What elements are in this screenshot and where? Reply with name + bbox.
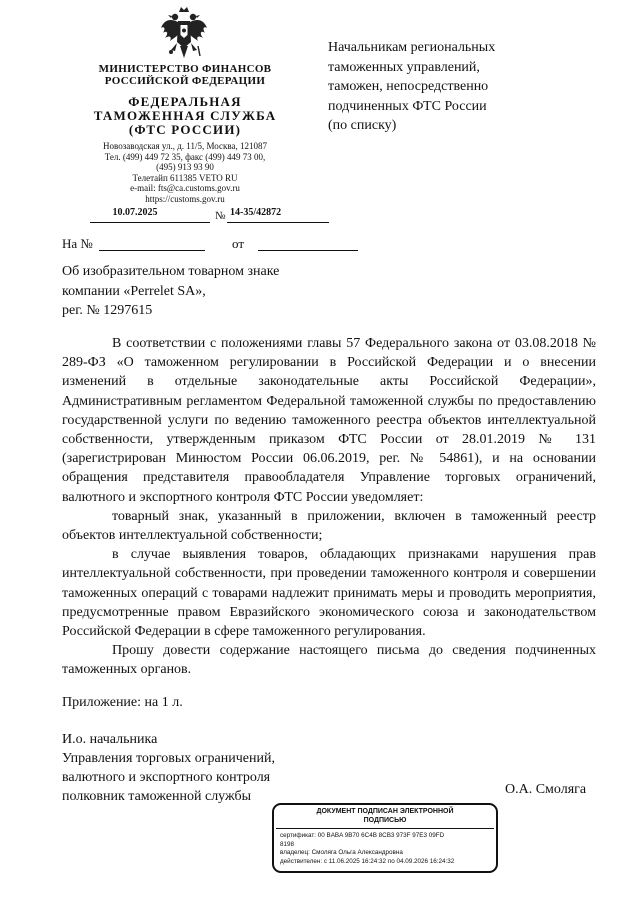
letter-number: 14-35/42872 xyxy=(230,207,282,218)
number-sign: № xyxy=(215,210,226,222)
subject-line: компании «Perrelet SA», xyxy=(62,283,206,299)
contact-address-block xyxy=(62,141,308,204)
coat-of-arms-emblem xyxy=(158,6,210,64)
signer-name: О.А. Смоляга xyxy=(505,782,587,797)
stamp-title xyxy=(280,808,490,825)
body-paragraph: Прошу довести содержание настоящего письма до сведения подчиненных таможенных органов. xyxy=(62,643,596,678)
stamp-validity: действителен: с 11.06.2025 16:24:32 по 04.09.2026 16:24:32 xyxy=(280,857,455,865)
teletype-line: Телетайп 611385 VETO RU xyxy=(132,172,238,183)
reference-label: На № xyxy=(62,236,93,251)
stamp-divider xyxy=(276,828,494,829)
attachment-note: Приложение: на 1 л. xyxy=(62,695,183,710)
phone-line-2: (495) 913 93 90 xyxy=(156,162,214,172)
service-line-3: (ФТС РОССИИ) xyxy=(128,122,242,137)
address-line: Новозаводская ул., д. 11/5, Москва, 121087 xyxy=(103,141,267,151)
ministry-line-2: РОССИЙСКОЙ ФЕДЕРАЦИИ xyxy=(104,75,266,87)
stamp-certificate: сертификат: 00 BABA 9B70 6C4B 8CB3 973F 97E3 09FD xyxy=(280,832,445,839)
ministry-line-1: МИНИСТЕРСТВО ФИНАНСОВ xyxy=(98,63,272,75)
website-line: https://customs.gov.ru xyxy=(145,193,225,204)
email-line: e-mail: fts@ca.customs.gov.ru xyxy=(130,183,240,193)
phone-line: Тел. (499) 449 72 35, факс (499) 449 73 00, xyxy=(104,151,266,162)
stamp-owner: владелец: Смоляга Ольга Александровна xyxy=(280,849,403,856)
signer-position-line: Управления торговых ограничений, xyxy=(62,751,275,766)
subject-line: рег. № 1297615 xyxy=(62,303,153,318)
number-underline xyxy=(227,222,329,223)
electronic-signature-stamp xyxy=(272,803,498,873)
letter-subject xyxy=(62,262,312,321)
addressee-line: таможен, непосредственно xyxy=(328,79,489,94)
signer-position-block xyxy=(62,730,362,806)
addressee-line: Начальникам региональных xyxy=(328,40,496,55)
stamp-title-line: ПОДПИСЬЮ xyxy=(363,816,407,824)
subject-line: Об изобразительном товарном знаке xyxy=(62,264,280,279)
addressee-line: таможенных управлений, xyxy=(328,59,480,75)
reference-from-label: от xyxy=(232,236,245,251)
letter-date-number-row xyxy=(62,207,308,227)
service-line-1: ФЕДЕРАЛЬНАЯ xyxy=(128,94,242,109)
service-line-2: ТАМОЖЕННАЯ СЛУЖБА xyxy=(93,108,277,123)
letter-date: 10.07.2025 xyxy=(112,207,158,218)
body-paragraph: В соответствии с положениями главы 57 Федерального закона от 03.08.2018 № 289-ФЗ «О таможенном регулировании в Российской Федерации и о внесении изменений в отдельные законодательные акты Российской Федерации», Административным регламентом Федеральной таможенной службы по предоставлению государственной услуги по ведению таможенного реестра объектов интеллектуальной собственности, утвержденным приказом ФТС России от 28.01.2019 № 131 (зарегистрирован Минюстом России 06.06.2019, рег. № 54861), и на основании обращения представителя правообладателя Управление торговых ограничений, валютного и экспортного контроля ФТС России уведомляет: xyxy=(62,336,596,505)
addressee-block xyxy=(328,38,588,136)
letter-body xyxy=(62,334,596,680)
service-name xyxy=(62,95,308,137)
stamp-certificate-cont: 8198 xyxy=(280,840,295,848)
stamp-title-line: ДОКУМЕНТ ПОДПИСАН ЭЛЕКТРОННОЙ xyxy=(316,808,454,815)
ministry-name xyxy=(62,63,308,87)
signer-position-line: валютного и экспортного контроля xyxy=(62,770,271,785)
signer-position-line: полковник таможенной службы xyxy=(62,789,252,804)
reference-row xyxy=(62,236,308,254)
signer-position-line: И.о. начальника xyxy=(62,732,158,747)
date-underline xyxy=(90,222,210,223)
addressee-line: подчиненных ФТС России xyxy=(328,98,487,114)
body-paragraph: в случае выявления товаров, обладающих признаками нарушения прав интеллектуальной собственности, при проведении таможенного контроля и совершении таможенных операций с товарами надлежит принимать меры и проводить мероприятия, предусмотренные правом Евразийского экономического союза и законодательством Российской Федерации в сфере таможенного регулирования. xyxy=(62,547,596,640)
reference-number-blank xyxy=(99,250,205,251)
body-paragraph: товарный знак, указанный в приложении, включен в таможенный реестр объектов интеллектуальной собственности; xyxy=(62,508,596,544)
addressee-line: (по списку) xyxy=(328,118,397,133)
reference-date-blank xyxy=(258,250,358,251)
